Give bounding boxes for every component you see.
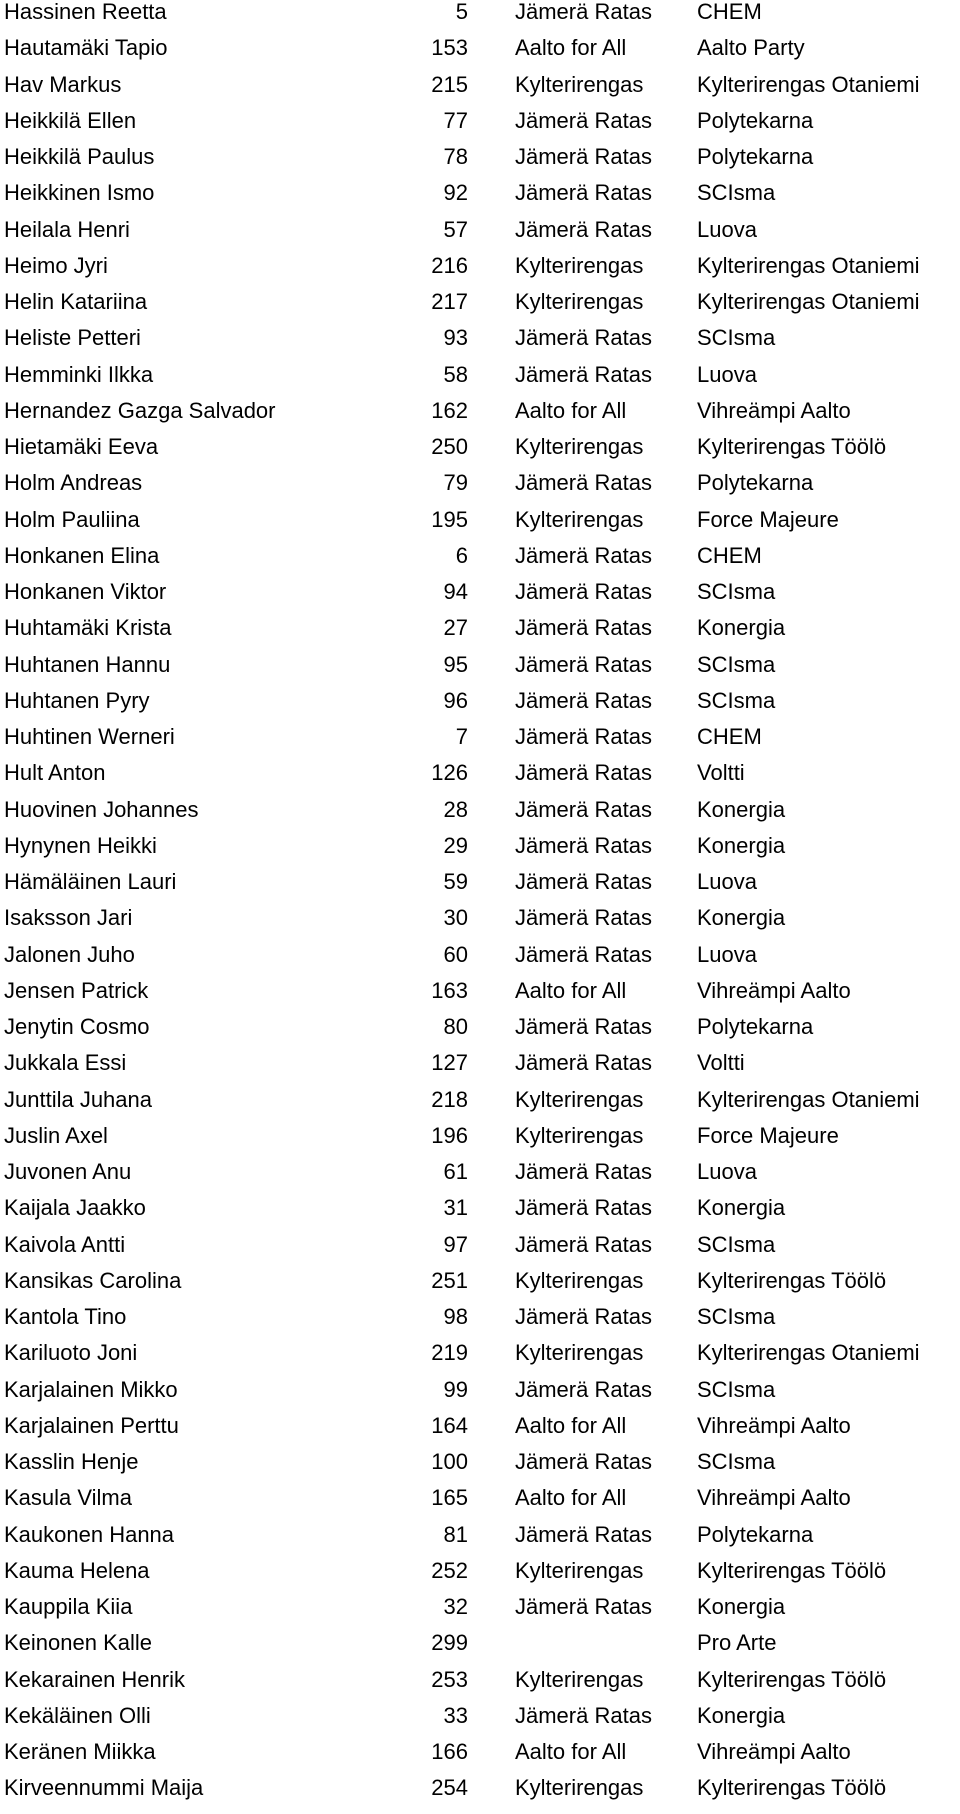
candidate-number: 58	[443, 361, 468, 387]
candidate-name: Kauppila Kiia	[4, 1594, 133, 1619]
candidate-name: Hav Markus	[4, 71, 122, 97]
electoral-alliance: Jämerä Ratas	[515, 687, 652, 713]
candidate-party: Konergia	[697, 832, 786, 858]
candidate-number: 127	[431, 1050, 468, 1076]
electoral-alliance: Jämerä Ratas	[515, 470, 652, 496]
candidate-number: 29	[443, 832, 468, 858]
table-row	[0, 1335, 960, 1371]
candidate-number: 99	[443, 1376, 468, 1402]
candidate-party: Konergia	[697, 1702, 786, 1728]
candidate-party: SCIsma	[697, 579, 776, 604]
candidate-party: Vihreämpi Aalto	[697, 397, 851, 423]
candidate-name: Huhtinen Werneri	[4, 724, 175, 749]
table-row	[0, 937, 960, 973]
candidate-name: Helin Katariina	[4, 289, 148, 314]
electoral-alliance: Jämerä Ratas	[515, 216, 652, 242]
candidate-number: 162	[431, 397, 468, 423]
table-row	[0, 864, 960, 900]
candidate-party: Kylterirengas Töölö	[697, 1267, 887, 1293]
candidate-name: Kekarainen Henrik	[4, 1666, 185, 1692]
candidate-number: 93	[443, 325, 468, 351]
electoral-alliance: Jämerä Ratas	[515, 0, 652, 24]
candidate-number: 153	[431, 35, 468, 61]
candidate-name: Kaukonen Hanna	[4, 1521, 175, 1547]
candidate-party: Kylterirengas Töölö	[697, 1557, 887, 1583]
candidate-number: 163	[431, 977, 468, 1003]
candidate-party: Polytekarna	[697, 470, 814, 496]
candidate-party: Luova	[697, 361, 757, 387]
table-row	[0, 1408, 960, 1444]
table-row	[0, 1372, 960, 1408]
candidate-name: Kaijala Jaakko	[4, 1195, 146, 1221]
electoral-alliance: Jämerä Ratas	[515, 1304, 652, 1329]
candidate-name: Holm Andreas	[4, 470, 143, 496]
table-row	[0, 357, 960, 393]
candidate-name: Juvonen Anu	[4, 1159, 132, 1184]
candidate-name: Huhtanen Pyry	[4, 687, 150, 713]
table-row	[0, 1190, 960, 1226]
candidate-number: 31	[443, 1195, 468, 1221]
candidate-name: Kasula Vilma	[4, 1485, 132, 1511]
candidate-number: 216	[431, 252, 468, 278]
candidate-number: 81	[443, 1521, 468, 1547]
candidate-name: Isaksson Jari	[4, 905, 133, 931]
table-row	[0, 67, 960, 103]
candidate-number: 253	[431, 1666, 468, 1692]
electoral-alliance: Aalto for All	[515, 397, 627, 423]
candidate-number: 250	[431, 434, 468, 459]
candidate-party: SCIsma	[697, 180, 776, 206]
candidate-name: Heikkinen Ismo	[4, 180, 155, 206]
table-row	[0, 30, 960, 66]
electoral-alliance: Aalto for All	[515, 35, 627, 61]
candidate-name: Heikkilä Ellen	[4, 107, 137, 133]
candidate-name: Jalonen Juho	[4, 941, 135, 967]
candidate-number: 5	[455, 0, 468, 24]
candidate-number: 299	[431, 1630, 468, 1656]
candidate-party: Polytekarna	[697, 1521, 814, 1547]
candidate-party: Konergia	[697, 1195, 786, 1221]
electoral-alliance: Jämerä Ratas	[515, 1449, 652, 1474]
candidate-party: Kylterirengas Otaniemi	[697, 71, 920, 97]
candidate-party: Vihreämpi Aalto	[697, 1739, 851, 1764]
electoral-alliance: Jämerä Ratas	[515, 107, 652, 133]
candidate-number: 215	[431, 71, 468, 97]
candidate-number: 6	[455, 542, 468, 568]
table-row	[0, 647, 960, 683]
table-row	[0, 139, 960, 175]
electoral-alliance: Jämerä Ratas	[515, 361, 652, 387]
candidate-name: Hernandez Gazga Salvador	[4, 397, 276, 423]
candidate-number: 195	[431, 506, 468, 532]
candidate-party: SCIsma	[697, 687, 776, 713]
table-row	[0, 1589, 960, 1625]
candidate-name: Huhtanen Hannu	[4, 651, 171, 677]
electoral-alliance: Jämerä Ratas	[515, 651, 652, 677]
electoral-alliance: Jämerä Ratas	[515, 1159, 652, 1184]
table-row	[0, 1734, 960, 1770]
candidate-name: Hassinen Reetta	[4, 0, 167, 24]
candidate-party: Konergia	[697, 1594, 786, 1619]
electoral-alliance: Kylterirengas	[515, 252, 644, 278]
candidate-number: 61	[443, 1159, 468, 1184]
candidate-party: Polytekarna	[697, 107, 814, 133]
candidate-party: SCIsma	[697, 325, 776, 351]
candidate-name: Karjalainen Mikko	[4, 1376, 178, 1402]
candidate-party: Polytekarna	[697, 1014, 814, 1039]
candidate-name: Huovinen Johannes	[4, 796, 199, 822]
candidate-party: Luova	[697, 216, 757, 242]
electoral-alliance: Jämerä Ratas	[515, 905, 652, 931]
electoral-alliance: Kylterirengas	[515, 71, 644, 97]
table-row	[0, 1154, 960, 1190]
electoral-alliance: Jämerä Ratas	[515, 1050, 652, 1076]
candidate-name: Hämäläinen Lauri	[4, 869, 177, 894]
candidate-number: 218	[431, 1086, 468, 1112]
candidate-number: 98	[443, 1304, 468, 1329]
candidate-party: Polytekarna	[697, 144, 814, 169]
electoral-alliance: Kylterirengas	[515, 1340, 644, 1366]
electoral-alliance: Jämerä Ratas	[515, 869, 652, 894]
candidate-number: 252	[431, 1557, 468, 1583]
candidate-party: Kylterirengas Töölö	[697, 1666, 887, 1692]
electoral-alliance: Jämerä Ratas	[515, 1195, 652, 1221]
table-row	[0, 393, 960, 429]
candidate-party: Kylterirengas Otaniemi	[697, 1340, 920, 1366]
candidate-party: Kylterirengas Töölö	[697, 1775, 887, 1801]
table-row	[0, 1698, 960, 1734]
electoral-alliance: Kylterirengas	[515, 1666, 644, 1692]
electoral-alliance: Kylterirengas	[515, 1775, 644, 1801]
table-row	[0, 610, 960, 646]
candidate-name: Juslin Axel	[4, 1122, 108, 1148]
candidate-name: Honkanen Elina	[4, 542, 160, 568]
candidate-number: 94	[443, 579, 468, 604]
table-row	[0, 792, 960, 828]
table-row	[0, 719, 960, 755]
candidate-party: Kylterirengas Otaniemi	[697, 252, 920, 278]
electoral-alliance: Jämerä Ratas	[515, 1702, 652, 1728]
candidate-number: 217	[431, 289, 468, 314]
candidate-party: CHEM	[697, 542, 762, 568]
candidate-party: Vihreämpi Aalto	[697, 1485, 851, 1511]
candidate-number: 97	[443, 1231, 468, 1257]
candidate-number: 57	[443, 216, 468, 242]
table-row	[0, 1480, 960, 1516]
candidate-name: Kariluoto Joni	[4, 1340, 138, 1366]
candidate-number: 126	[431, 760, 468, 786]
candidate-party: Luova	[697, 1159, 757, 1184]
electoral-alliance: Kylterirengas	[515, 1557, 644, 1583]
table-row	[0, 1082, 960, 1118]
candidate-party: Konergia	[697, 796, 786, 822]
candidate-number: 80	[443, 1014, 468, 1039]
table-row	[0, 320, 960, 356]
electoral-alliance: Kylterirengas	[515, 434, 644, 459]
candidate-party: Voltti	[697, 1050, 745, 1076]
table-row	[0, 1770, 960, 1806]
electoral-alliance: Jämerä Ratas	[515, 144, 652, 169]
electoral-alliance: Jämerä Ratas	[515, 1014, 652, 1039]
table-row	[0, 1118, 960, 1154]
candidate-name: Kansikas Carolina	[4, 1267, 182, 1293]
candidate-name: Kirveennummi Maija	[4, 1775, 204, 1801]
table-row	[0, 828, 960, 864]
candidate-name: Heimo Jyri	[4, 252, 108, 278]
candidate-number: 32	[443, 1594, 468, 1619]
candidate-number: 79	[443, 470, 468, 496]
candidate-party: Konergia	[697, 615, 786, 641]
table-row	[0, 1517, 960, 1553]
table-row	[0, 175, 960, 211]
candidate-name: Hietamäki Eeva	[4, 434, 159, 459]
candidate-number: 59	[443, 869, 468, 894]
table-row	[0, 1299, 960, 1335]
candidate-number: 92	[443, 180, 468, 206]
candidate-number: 77	[443, 107, 468, 133]
candidate-party: SCIsma	[697, 1376, 776, 1402]
candidate-number: 7	[455, 724, 468, 749]
candidate-number: 78	[443, 144, 468, 169]
electoral-alliance: Aalto for All	[515, 977, 627, 1003]
electoral-alliance: Kylterirengas	[515, 1122, 644, 1148]
table-row	[0, 429, 960, 465]
table-row	[0, 1662, 960, 1698]
candidate-party: Voltti	[697, 760, 745, 786]
candidate-number: 28	[443, 796, 468, 822]
candidate-name: Hult Anton	[4, 760, 106, 786]
table-row	[0, 1009, 960, 1045]
table-row	[0, 103, 960, 139]
candidate-party: Force Majeure	[697, 506, 839, 532]
table-row	[0, 683, 960, 719]
candidate-number: 251	[431, 1267, 468, 1293]
candidate-name: Keränen Miikka	[4, 1739, 156, 1764]
table-row	[0, 973, 960, 1009]
candidate-party: Kylterirengas Otaniemi	[697, 1086, 920, 1112]
table-row	[0, 1045, 960, 1081]
candidate-number: 165	[431, 1485, 468, 1511]
electoral-alliance: Kylterirengas	[515, 1086, 644, 1112]
candidate-name: Kauma Helena	[4, 1557, 150, 1583]
candidate-party: SCIsma	[697, 651, 776, 677]
table-row	[0, 248, 960, 284]
table-row	[0, 212, 960, 248]
table-row	[0, 574, 960, 610]
candidate-number: 33	[443, 1702, 468, 1728]
candidate-party: Luova	[697, 869, 757, 894]
electoral-alliance: Jämerä Ratas	[515, 1376, 652, 1402]
candidate-name: Kasslin Henje	[4, 1449, 139, 1474]
candidate-party: SCIsma	[697, 1449, 776, 1474]
electoral-alliance: Jämerä Ratas	[515, 941, 652, 967]
electoral-alliance: Kylterirengas	[515, 1267, 644, 1293]
candidate-name: Hynynen Heikki	[4, 832, 157, 858]
candidate-name: Kekäläinen Olli	[4, 1702, 151, 1728]
table-row	[0, 1227, 960, 1263]
electoral-alliance: Jämerä Ratas	[515, 325, 652, 351]
table-row	[0, 1263, 960, 1299]
electoral-alliance: Jämerä Ratas	[515, 760, 652, 786]
candidate-party: Force Majeure	[697, 1122, 839, 1148]
electoral-alliance: Kylterirengas	[515, 506, 644, 532]
candidate-name: Hautamäki Tapio	[4, 35, 168, 61]
candidate-party: CHEM	[697, 724, 762, 749]
electoral-alliance: Jämerä Ratas	[515, 579, 652, 604]
electoral-alliance: Jämerä Ratas	[515, 1521, 652, 1547]
candidate-name: Heikkilä Paulus	[4, 144, 155, 169]
candidate-number: 219	[431, 1340, 468, 1366]
electoral-alliance: Jämerä Ratas	[515, 832, 652, 858]
candidate-number: 196	[431, 1122, 468, 1148]
candidate-name: Huhtamäki Krista	[4, 615, 172, 641]
table-row	[0, 538, 960, 574]
table-row	[0, 1444, 960, 1480]
candidate-number: 166	[431, 1739, 468, 1764]
electoral-alliance: Aalto for All	[515, 1739, 627, 1764]
candidate-number: 96	[443, 687, 468, 713]
candidate-name: Kaivola Antti	[4, 1231, 126, 1257]
electoral-alliance: Jämerä Ratas	[515, 1231, 652, 1257]
candidate-number: 30	[443, 905, 468, 931]
electoral-alliance: Kylterirengas	[515, 289, 644, 314]
candidate-party: Luova	[697, 941, 757, 967]
candidate-party: CHEM	[697, 0, 762, 24]
electoral-alliance: Jämerä Ratas	[515, 180, 652, 206]
candidate-party: SCIsma	[697, 1304, 776, 1329]
electoral-alliance: Jämerä Ratas	[515, 542, 652, 568]
candidate-name: Heliste Petteri	[4, 325, 141, 351]
table-row	[0, 284, 960, 320]
candidate-name: Jensen Patrick	[4, 977, 149, 1003]
candidate-party: SCIsma	[697, 1231, 776, 1257]
candidate-number: 27	[443, 615, 468, 641]
candidate-party: Vihreämpi Aalto	[697, 977, 851, 1003]
table-row	[0, 1553, 960, 1589]
candidate-name: Heilala Henri	[4, 216, 130, 242]
table-row	[0, 1625, 960, 1661]
candidate-number: 254	[431, 1775, 468, 1801]
candidate-name: Kantola Tino	[4, 1304, 127, 1329]
electoral-alliance: Aalto for All	[515, 1412, 627, 1438]
candidate-party: Aalto Party	[697, 35, 805, 61]
electoral-alliance: Jämerä Ratas	[515, 1594, 652, 1619]
candidate-name: Jukkala Essi	[4, 1050, 127, 1076]
candidate-party: Kylterirengas Otaniemi	[697, 289, 920, 314]
candidate-name: Hemminki Ilkka	[4, 361, 154, 387]
candidate-name: Junttila Juhana	[4, 1086, 152, 1112]
candidate-party: Vihreämpi Aalto	[697, 1412, 851, 1438]
electoral-alliance: Jämerä Ratas	[515, 615, 652, 641]
candidate-name: Jenytin Cosmo	[4, 1014, 150, 1039]
candidate-party: Pro Arte	[697, 1630, 777, 1656]
electoral-alliance: Aalto for All	[515, 1485, 627, 1511]
candidate-number: 95	[443, 651, 468, 677]
candidate-number: 100	[431, 1449, 468, 1474]
candidate-party: Konergia	[697, 905, 786, 931]
electoral-alliance: Jämerä Ratas	[515, 724, 652, 749]
candidate-name: Keinonen Kalle	[4, 1630, 153, 1656]
candidate-name: Honkanen Viktor	[4, 579, 167, 604]
table-row	[0, 465, 960, 501]
table-row	[0, 0, 960, 30]
candidate-name: Holm Pauliina	[4, 506, 140, 532]
candidate-party: Kylterirengas Töölö	[697, 434, 887, 459]
table-row	[0, 900, 960, 936]
table-row	[0, 755, 960, 791]
candidate-name: Karjalainen Perttu	[4, 1412, 179, 1438]
candidate-number: 164	[431, 1412, 468, 1438]
electoral-alliance: Jämerä Ratas	[515, 796, 652, 822]
candidate-number: 60	[443, 941, 468, 967]
table-row	[0, 502, 960, 538]
